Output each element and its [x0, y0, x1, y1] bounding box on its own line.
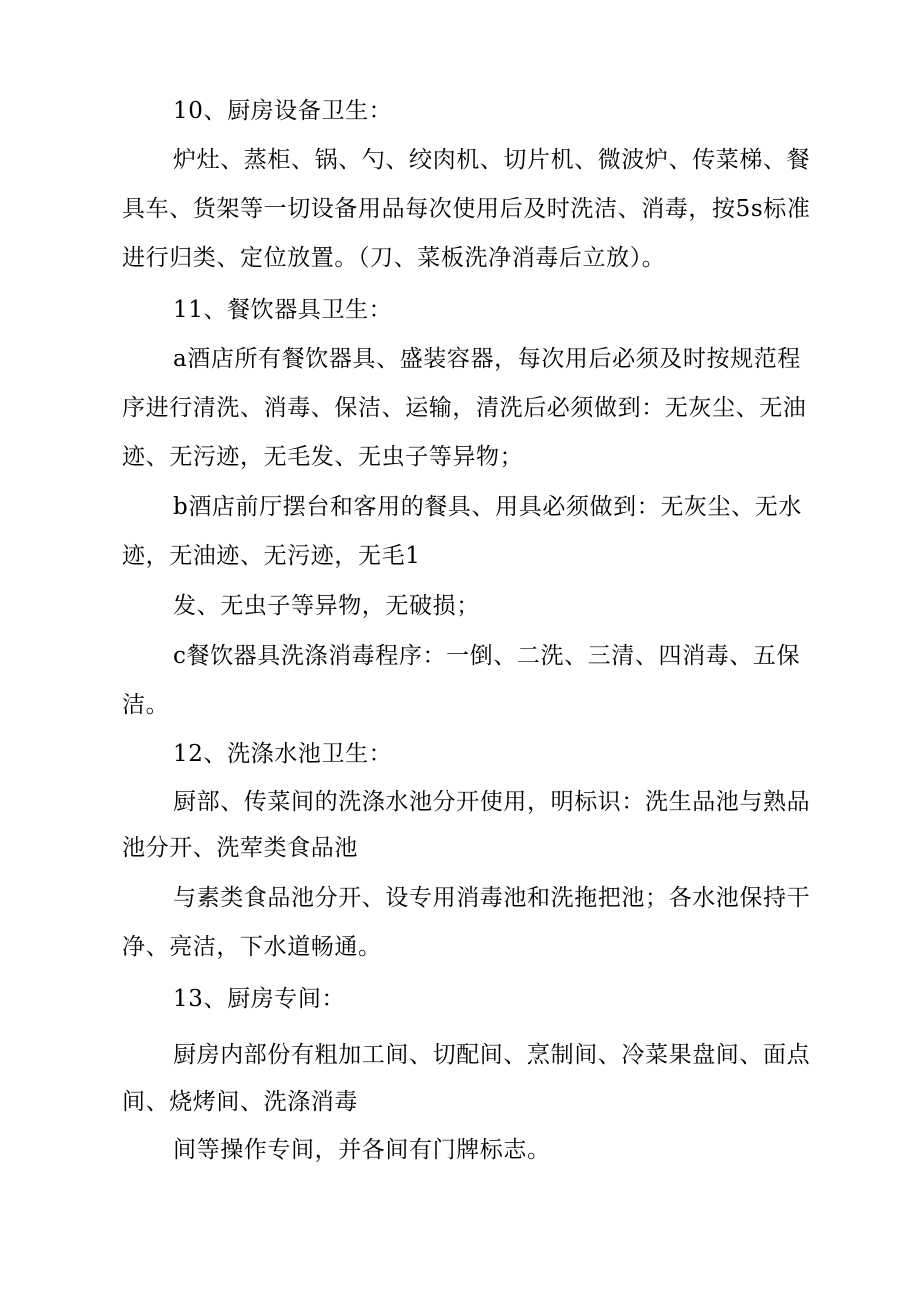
paragraph-line: 炉灶、蒸柜、锅、勺、绞肉机、切片机、微波炉、传菜梯、餐: [173, 147, 811, 173]
heading-12-wash-basin: 12、洗涤水池卫生：: [173, 741, 393, 767]
paragraph-line: 间、烧烤间、洗涤消毒: [122, 1089, 358, 1115]
heading-13-kitchen-rooms: 13、厨房专间：: [173, 986, 346, 1012]
paragraph-line: 洁。: [122, 692, 170, 718]
paragraph-line: 序进行清洗、消毒、保洁、运输，清洗后必须做到：无灰尘、无油: [122, 395, 807, 421]
paragraph-line: b酒店前厅摆台和客用的餐具、用具必须做到：无灰尘、无水: [173, 494, 802, 520]
heading-11-tableware: 11、餐饮器具卫生：: [173, 297, 393, 323]
paragraph-line: 发、无虫子等异物，无破损；: [173, 593, 480, 619]
paragraph-line: 具车、货架等一切设备用品每次使用后及时洗洁、消毒，按5s标准: [122, 196, 811, 222]
heading-10-kitchen-equipment: 10、厨房设备卫生：: [173, 98, 393, 124]
paragraph-line: 进行归类、定位放置。（刀、菜板洗净消毒后立放）。: [122, 245, 666, 271]
paragraph-line: 厨房内部份有粗加工间、切配间、烹制间、冷菜果盘间、面点: [173, 1042, 811, 1068]
paragraph-line: 迹，无油迹、无污迹，无毛1: [122, 543, 421, 569]
paragraph-line: 间等操作专间，并各间有门牌标志。: [173, 1137, 551, 1163]
paragraph-line: c餐饮器具洗涤消毒程序：一倒、二洗、三清、四消毒、五保: [173, 643, 801, 669]
paragraph-line: 迹、无污迹，无毛发、无虫子等异物；: [122, 444, 524, 470]
paragraph-line: 净、亮洁，下水道畅通。: [122, 934, 382, 960]
paragraph-line: 池分开、洗荤类食品池: [122, 835, 358, 861]
paragraph-line: 厨部、传菜间的洗涤水池分开使用，明标识：洗生品池与熟品: [173, 789, 811, 815]
paragraph-line: a酒店所有餐饮器具、盛装容器，每次用后必须及时按规范程: [173, 346, 801, 372]
paragraph-line: 与素类食品池分开、设专用消毒池和洗拖把池；各水池保持干: [173, 885, 811, 911]
